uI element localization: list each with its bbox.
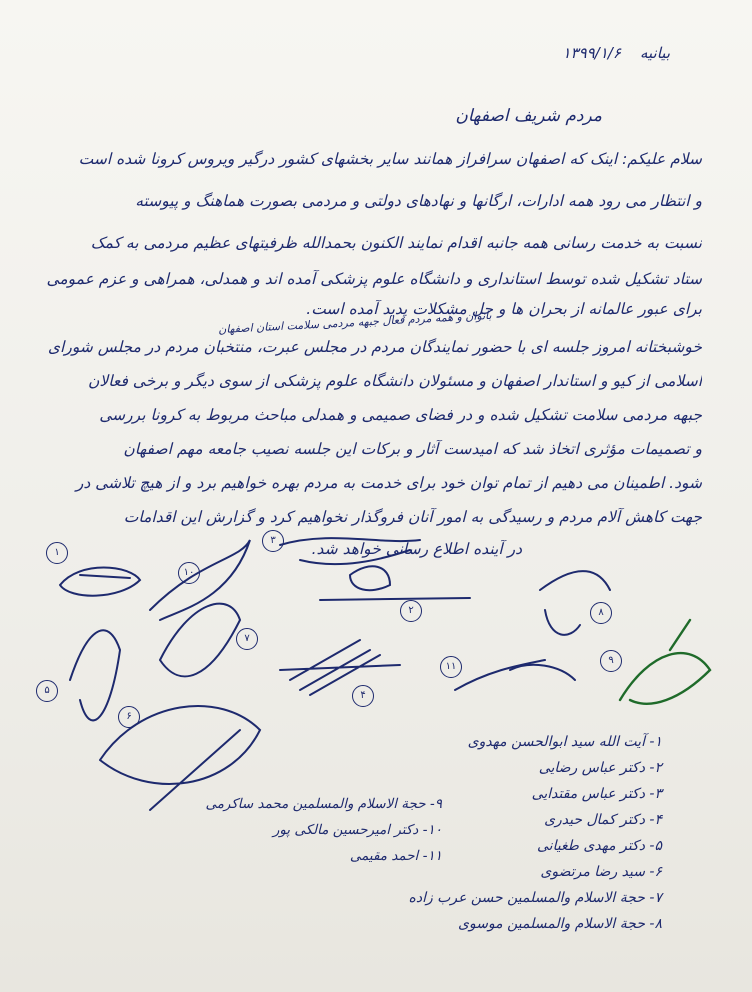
- signature-scribble-3: [350, 566, 390, 590]
- header-label: بیانیه: [639, 44, 670, 62]
- signatory-5: ۵- دکتر مهدی طغیانی: [537, 838, 662, 854]
- signatory-11: ۱۱- احمد مقیمی: [349, 848, 442, 864]
- signature-number-8: ۸: [590, 602, 612, 624]
- signature-line-2: [320, 598, 470, 600]
- signature-number-1: ۱: [46, 542, 68, 564]
- body-line-11: جهت کاهش آلام مردم و رسیدگی به امور آنان فروگذار نخواهیم کرد و گزارش این اقدامات: [123, 508, 702, 526]
- body-line-3: نسبت به خدمت رسانی همه جانبه اقدام نمایند الکنون بحمدالله ظرفیتهای عظیم مردمی به کمک: [90, 234, 702, 252]
- signature-scribble-10: [150, 540, 250, 620]
- signature-number-4: ۴: [352, 685, 374, 707]
- signature-number-7: ۷: [236, 628, 258, 650]
- body-line-8: جبهه مردمی سلامت تشکیل شده و در فضای صمیمی و همدلی مباحث مربوط به کرونا بررسی: [99, 406, 702, 424]
- signature-scribble-1: [60, 568, 140, 596]
- signature-scribble-4: [280, 640, 400, 695]
- signature-number-3: ۳: [262, 530, 284, 552]
- signatory-8: ۸- حجة الاسلام والمسلمین موسوی: [458, 916, 662, 932]
- header-date: ۱۳۹۹/۱/۶: [562, 44, 621, 62]
- body-line-1: سلام علیکم: اینک که اصفهان سرافراز همانند سایر بخشهای کشور درگیر ویروس کرونا شده است: [78, 150, 702, 168]
- signatory-9: ۹- حجة الاسلام والمسلمین محمد ساکرمی: [205, 796, 442, 812]
- body-line-2: و انتظار می رود همه ادارات، ارگانها و نهادهای دولتی و مردمی بصورت هماهنگ و پیوسته: [135, 192, 702, 210]
- body-line-7: اسلامی از کیو و استاندار اصفهان و مسئولان دانشگاه علوم پزشکی از سوی دیگر و برخی فعالان: [88, 372, 702, 390]
- signature-scribble-2: [280, 538, 420, 564]
- insert-note: بانوان و همه مردم فعال جبهه مردمی سلامت استان اصفهان: [218, 308, 493, 337]
- signatory-6: ۶- سید رضا مرتضوی: [540, 864, 662, 880]
- signature-scribble-5: [70, 630, 120, 720]
- signature-number-2: ۲: [400, 600, 422, 622]
- signatory-1: ۱- آیت الله سید ابوالحسن مهدوی: [467, 734, 662, 750]
- signature-number-11: ۱۱: [440, 656, 462, 678]
- signature-number-9: ۹: [600, 650, 622, 672]
- signatory-4: ۴- دکتر کمال حیدری: [544, 812, 662, 828]
- signatory-2: ۲- دکتر عباس رضایی: [538, 760, 662, 776]
- signature-number-10: ۱۰: [178, 562, 200, 584]
- addressee: مردم شریف اصفهان: [455, 106, 602, 126]
- body-line-9: و تصمیمات مؤثری اتخاذ شد که امیدست آثار و برکات این جلسه نصیب جامعه مهم اصفهان: [123, 440, 702, 458]
- body-line-12: در آینده اطلاع رسانی خواهد شد.: [311, 540, 522, 558]
- signature-number-5: ۵: [36, 680, 58, 702]
- signatory-10: ۱۰- دکتر امیرحسین مالکی پور: [272, 822, 442, 838]
- signatory-3: ۳- دکتر عباس مقتدایی: [531, 786, 662, 802]
- signature-scribble-9: [620, 620, 710, 704]
- signature-scribble-extra: [510, 665, 575, 680]
- signatory-7: ۷- حجة الاسلام والمسلمین حسن عرب زاده: [408, 890, 662, 906]
- body-line-5: برای عبور عالمانه از بحران ها و حل مشکلات پدید آمده است.: [306, 300, 702, 318]
- body-line-6: خوشبختانه امروز جلسه ای با حضور نمایندگان مردم در مجلس عبرت، منتخبان مردم در مجلس شورای: [47, 338, 702, 356]
- signature-number-6: ۶: [118, 706, 140, 728]
- body-line-10: شود. اطمینان می دهیم از تمام توان خود برای خدمت به مردم بهره خواهیم برد و از هیچ تلاشی در: [75, 474, 702, 492]
- body-line-4: ستاد تشکیل شده توسط استانداری و دانشگاه علوم پزشکی آمده اند و همدلی، همراهی و عزم عمومی: [46, 270, 702, 288]
